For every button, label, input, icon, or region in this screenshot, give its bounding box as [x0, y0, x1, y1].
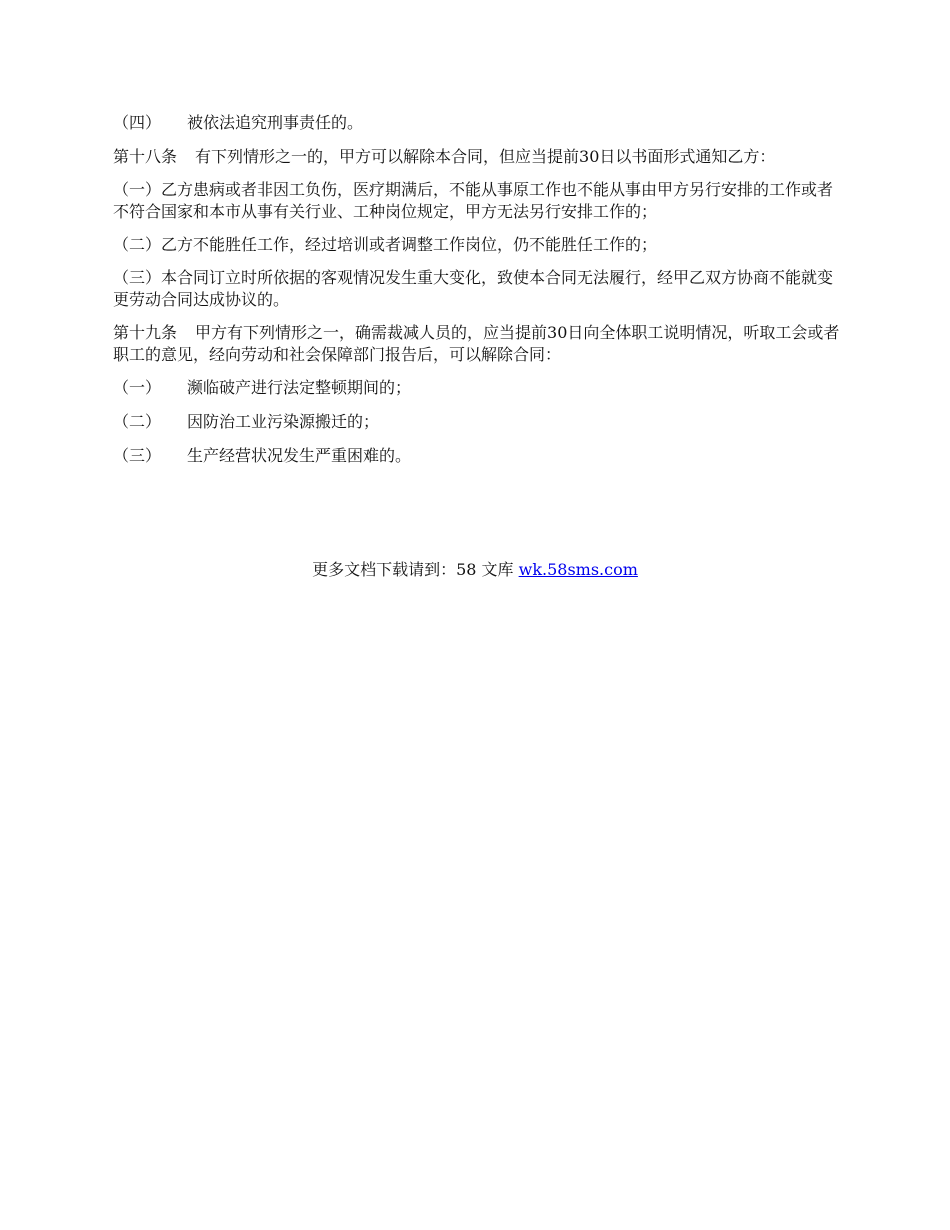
article-19-item-3: [113, 445, 848, 467]
article-19-item-1: [113, 377, 848, 399]
article-19: [113, 322, 848, 366]
clause-item-four: [113, 112, 848, 134]
document-body: [113, 112, 848, 479]
article-18: [113, 146, 848, 168]
clause-number: （二）: [113, 412, 162, 431]
article-18-item-3: （三）本合同订立时所依据的客观情况发生重大变化，致使本合同无法履行，经甲乙双方协商不能就变更劳动合同达成协议的。: [113, 268, 834, 309]
article-19-label: 第十九条: [113, 323, 178, 342]
article-18-item-2: （二）乙方不能胜任工作，经过培训或者调整工作岗位，仍不能胜任工作的；: [113, 235, 658, 254]
clause-text: 生产经营状况发生严重困难的。: [187, 446, 412, 465]
clause-text: 因防治工业污染源搬迁的；: [187, 412, 380, 431]
article-18-text: 有下列情形之一的，甲方可以解除本合同，但应当提前30日以书面形式通知乙方：: [195, 147, 776, 166]
article-19-text: 甲方有下列情形之一，确需裁减人员的，应当提前30日向全体职工说明情况，听取工会或者职工的意见，经向劳动和社会保障部门报告后，可以解除合同：: [113, 323, 840, 364]
clause-number: （四）: [113, 113, 162, 132]
article-18-label: 第十八条: [113, 147, 178, 166]
clause-text: 濒临破产进行法定整顿期间的；: [187, 378, 412, 397]
download-footer: [0, 559, 950, 581]
footer-prefix: 更多文档下载请到：58 文库: [312, 560, 519, 579]
article-18-item-1: （一）乙方患病或者非因工负伤，医疗期满后，不能从事原工作也不能从事由甲方另行安排的工作或者不符合国家和本市从事有关行业、工种岗位规定，甲方无法另行安排工作的；: [113, 180, 834, 221]
clause-number: （三）: [113, 446, 162, 465]
clause-text: 被依法追究刑事责任的。: [187, 113, 364, 132]
footer-link[interactable]: wk.58sms.com: [518, 560, 638, 579]
article-19-item-2: [113, 411, 848, 433]
clause-number: （一）: [113, 378, 162, 397]
